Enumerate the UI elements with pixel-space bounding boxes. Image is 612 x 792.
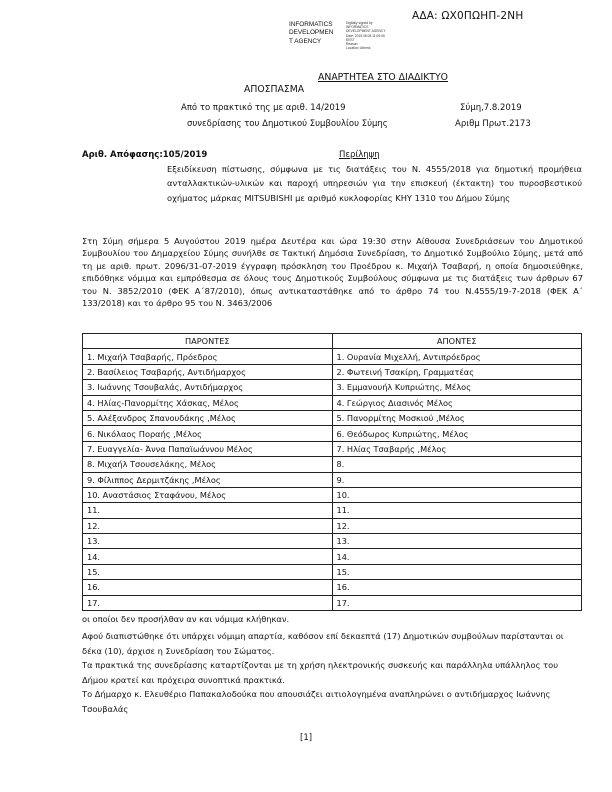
absent-note: οι οποίοι δεν προσήλθαν αν και νόμιμα κλήθηκαν. [82, 614, 290, 624]
absent-member: 5. Πανορμίτης Μοσκιού ,Μέλος [332, 410, 582, 425]
present-member: 15. [83, 564, 333, 579]
document-type: ΑΠΟΣΠΑΣΜΑ [244, 84, 305, 95]
table-row [83, 349, 582, 364]
present-member: 16. [83, 580, 333, 595]
table-row [83, 364, 582, 379]
stamp-detail: Location: Athens [346, 46, 371, 51]
table-row [83, 395, 582, 410]
absent-member: 13. [332, 534, 582, 549]
table-row [83, 487, 582, 502]
absent-member: 7. Ηλίας Τσαβαρής ,Μέλος [332, 441, 582, 456]
signature-stamp-details [346, 21, 386, 50]
absent-member: 12. [332, 518, 582, 533]
present-member: 2. Βασίλειος Τσαβαρής, Αντιδήμαρχος [83, 364, 333, 379]
table-row [83, 534, 582, 549]
table-row [83, 380, 582, 395]
absent-member: 11. [332, 503, 582, 518]
table-row [83, 518, 582, 533]
table-header-row [83, 334, 582, 349]
absent-member: 17. [332, 595, 582, 610]
session-paragraph: Στη Σύμη σήμερα 5 Αυγούστου 2019 ημέρα Δευτέρα και ώρα 19:30 στην Αίθουσα Συνεδριάσεων του Δημοτικού Συμβουλίου του Δημαρχείου Σύμης συνήλθε σε Τακτική Δημόσια Συνεδρίαση, το Δημοτικό Συμβούλιο Σύμης, μετά από τη με αριθ. πρωτ. 2096/31-07-2019 έγγραφη πρόσκληση του Προέδρου κ. Μιχαήλ Τσαβαρή, η οποία δημοσιεύθηκε, επιδόθηκε νόμιμα και εμπρόθεσμα σε όλους τους Δημοτικούς Συμβούλους σύμφωνα με τις διατάξεις των άρθρων 67 του Ν. 3852/2010 (ΦΕΚ Α΄87/2010), όπως αντικαταστάθηκε από το άρθρο 74 του Ν.4555/19-7-2018 (ΦΕΚ Α΄ 133/2018) και το άρθρο 95 του Ν. 3463/2006 [82, 236, 583, 309]
present-member: 4. Ηλίας-Πανορμίτης Χάσκας, Μέλος [83, 395, 333, 410]
table-row [83, 410, 582, 425]
decision-summary: Εξειδίκευση πίστωσης, σύμφωνα με τις διατάξεις του Ν. 4555/2018 για δημοτική προμήθεια ανταλλακτικών-υλικών και παροχή υπηρεσιών για την επισκευή (έκτακτη) του πυροσβεστικού οχήματος μάρκας MITSUBISHI με αριθμό κυκλοφορίας ΚΗΥ 1310 του Δήμου Σύμης [167, 164, 582, 203]
absent-member: 8. [332, 457, 582, 472]
present-member: 7. Ευαγγελία- Άννα Παπαϊωάννου Μέλος [83, 441, 333, 456]
mayor-absence-paragraph: Το Δήμαρχο κ. Ελευθέριο Παπακαλοδούκα που απουσιάζει αιτιολογημένα αναπληρώνει ο αντιδήμαρχος Ιωάννης Τσουβαλάς [82, 689, 551, 714]
present-member: 5. Αλέξανδρος Σπανουδάκης ,Μέλος [83, 410, 333, 425]
present-member: 3. Ιωάννης Τσουβαλάς, Αντιδήμαρχος [83, 380, 333, 395]
stamp-detail: Digitally signed by [346, 21, 373, 25]
stamp-line: T AGENCY [289, 37, 322, 45]
stamp-detail: Date: 2019.08.08 11:09:06 [346, 33, 385, 38]
stamp-line: INFORMATICS [289, 21, 333, 28]
signature-stamp-org [289, 21, 333, 46]
page-number: [1] [300, 733, 313, 743]
absent-member: 6. Θεόδωρος Κυπριώτης, Μέλος [332, 426, 582, 441]
absent-member: 14. [332, 549, 582, 564]
decision-number: Αριθ. Απόφασης:105/2019 [82, 150, 208, 160]
table-row [83, 595, 582, 610]
document-date: Σύμη,7.8.2019 [460, 103, 522, 113]
present-member: 8. Μιχαήλ Τσουσελάκης, Μέλος [83, 457, 333, 472]
stamp-detail: DEVELOPMENT AGENCY [346, 29, 386, 34]
present-header: ΠΑΡΟΝΤΕΣ [83, 334, 333, 349]
table-row [83, 441, 582, 456]
absent-member: 4. Γεώργιος Διασινός Μέλος [332, 395, 582, 410]
quorum-paragraph: Αφού διαπιστώθηκε ότι υπάρχει νόμιμη απαρτία, καθόσον επί δεκαεπτά (17) Δημοτικών συμβούλων παρίστανται οι δέκα (10), άρχισε η Συνεδρίαση του Σώματος. [82, 631, 564, 656]
minutes-reference: Από το πρακτικό της με αριθ. 14/2019 [181, 103, 346, 113]
present-member: 11. [83, 503, 333, 518]
present-member: 17. [83, 595, 333, 610]
present-member: 12. [83, 518, 333, 533]
absent-member: 2. Φωτεινή Τσακίρη, Γραμματέας [332, 364, 582, 379]
stamp-line: DEVELOPMEN [289, 29, 334, 37]
table-row [83, 472, 582, 487]
absent-member: 10. [332, 487, 582, 502]
table-row [83, 426, 582, 441]
summary-label: Περίληψη [339, 150, 380, 160]
table-row [83, 549, 582, 564]
present-member: 9. Φίλιππος Δερμιτζάκης ,Μέλος [83, 472, 333, 487]
session-reference: συνεδρίασης του Δημοτικού Συμβουλίου Σύμης [187, 119, 388, 129]
minutes-paragraph: Τα πρακτικά της συνεδρίασης καταρτίζονται με τη χρήση ηλεκτρονικής συσκευής και παράλληλα υπάλληλος του Δήμου κρατεί και πρόχειρα συνοπτικά πρακτικά. [82, 660, 559, 685]
table-row [83, 564, 582, 579]
attendance-table [82, 333, 582, 611]
absent-header: ΑΠΟΝΤΕΣ [332, 334, 582, 349]
present-member: 13. [83, 534, 333, 549]
stamp-detail: Reason: [346, 42, 359, 47]
stamp-detail: EEST [346, 37, 355, 42]
present-member: 1. Μιχαήλ Τσαβαρής, Πρόεδρος [83, 349, 333, 364]
table-row [83, 503, 582, 518]
present-member: 10. Αναστάσιος Σταφάνου, Μέλος [83, 487, 333, 502]
absent-member: 15. [332, 564, 582, 579]
table-row [83, 580, 582, 595]
present-member: 6. Νικόλαος Ποραής ,Μέλος [83, 426, 333, 441]
protocol-number: Αριθμ Πρωτ.2173 [455, 119, 531, 129]
ada-code: ΑΔΑ: ΩΧ0ΠΩΗΠ-2ΝΗ [412, 10, 524, 22]
absent-member: 3. Εμμανουήλ Κυπριώτης, Μέλος [332, 380, 582, 395]
present-member: 14. [83, 549, 333, 564]
page-title: ΑΝΑΡΤΗΤΕΑ ΣΤΟ ΔΙΑΔΙΚΤΥΟ [318, 72, 448, 83]
absent-member: 9. [332, 472, 582, 487]
absent-member: 16. [332, 580, 582, 595]
stamp-detail: INFORMATICS [346, 25, 369, 30]
table-row [83, 457, 582, 472]
absent-member: 1. Ουρανία Μιχελλή, Αντιπρόεδρος [332, 349, 582, 364]
